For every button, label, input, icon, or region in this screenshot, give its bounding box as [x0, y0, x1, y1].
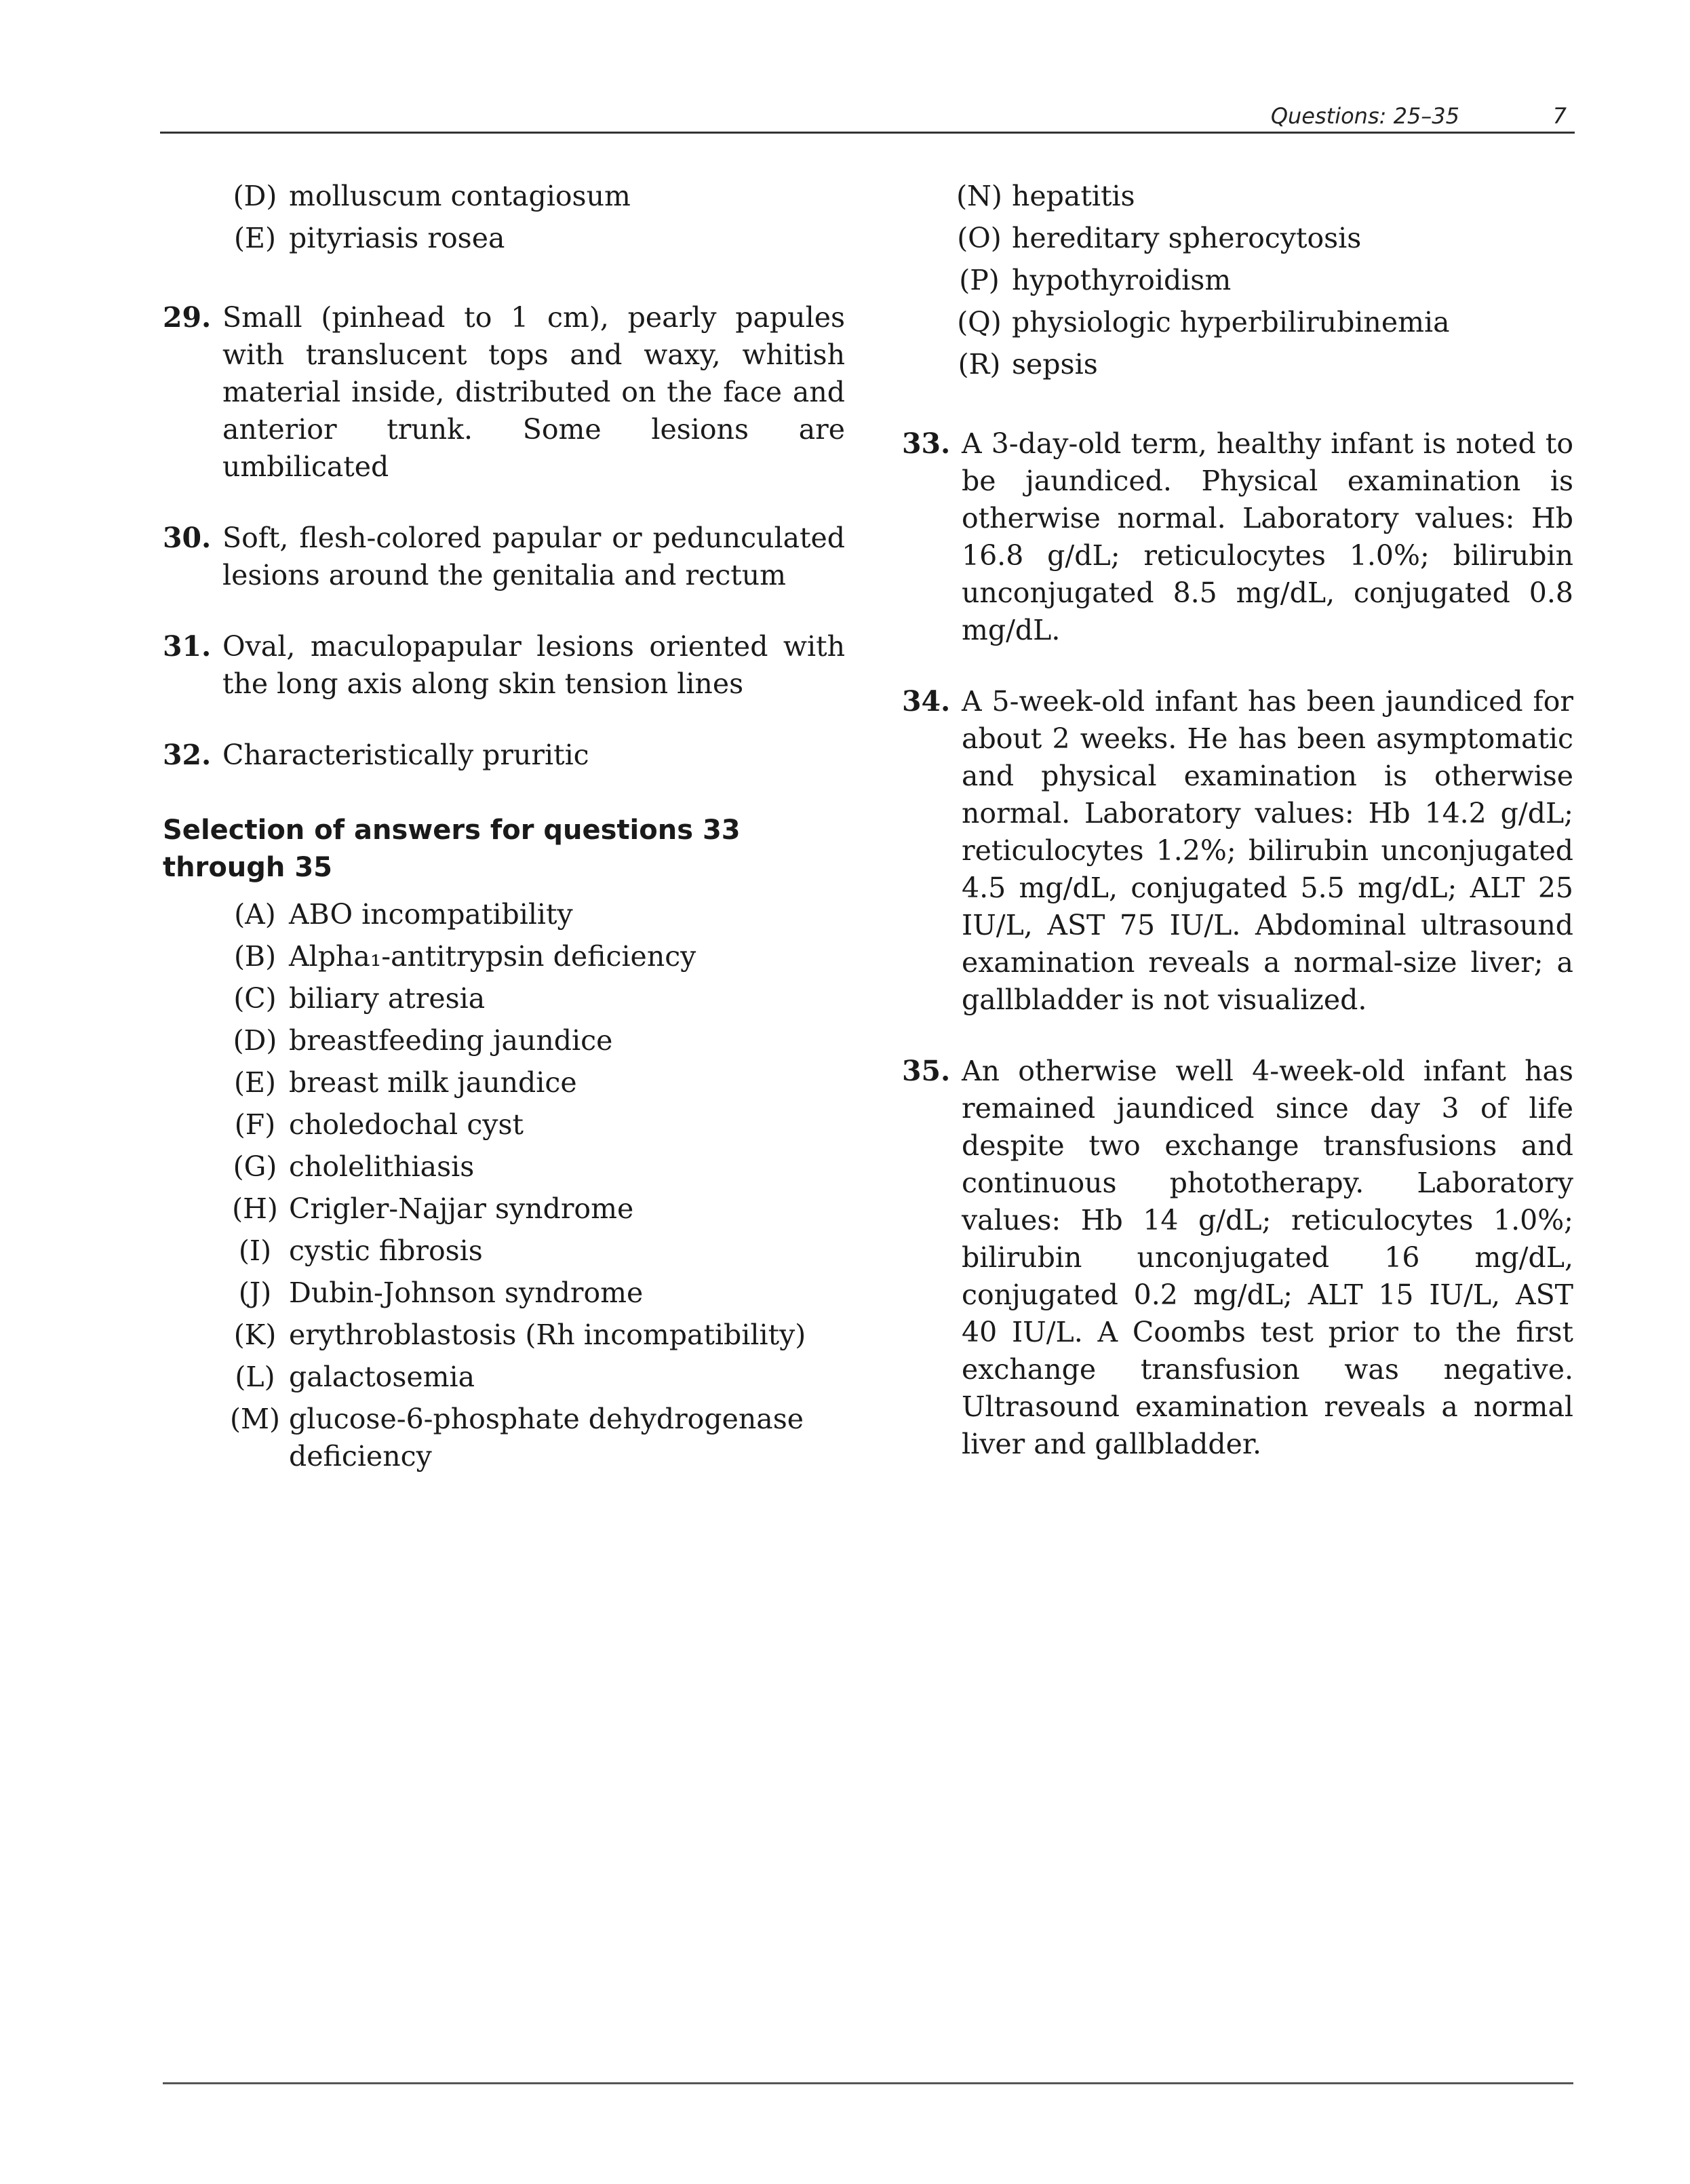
question-32: [163, 737, 845, 774]
option-letter: (C): [233, 982, 277, 1015]
option-text: sepsis: [1012, 348, 1098, 381]
option-letter: (I): [238, 1234, 272, 1267]
option-item: [221, 220, 845, 257]
option-text: breast milk jaundice: [289, 1066, 577, 1099]
section-heading: Selection of answers for questions 33 through 35: [163, 815, 741, 883]
question-text: Characteristically pruritic: [222, 739, 589, 771]
option-letter: (Q): [957, 306, 1002, 338]
question-text: Soft, flesh-colored papular or pedunculated lesions around the genitalia and rectum: [222, 522, 845, 591]
option-letter: (N): [956, 180, 1002, 212]
option-text: ABO incompatibility: [289, 898, 573, 931]
option-text: choledochal cyst: [289, 1108, 524, 1141]
footer-rule: [163, 2082, 1573, 2084]
question-number: 34.: [902, 685, 951, 718]
option-letter: (P): [959, 264, 1000, 296]
option-letter: (L): [235, 1361, 275, 1393]
option-item: [221, 938, 845, 975]
option-text: Crigler-Najjar syndrome: [289, 1192, 634, 1225]
answer-options-n-r: [947, 178, 1573, 383]
option-item: [221, 1064, 845, 1101]
option-letter: (A): [234, 898, 276, 931]
option-text: molluscum contagiosum: [289, 180, 631, 212]
option-item: [221, 178, 845, 215]
question-text: An otherwise well 4-week-old infant has remained jaundiced since day 3 of life despite two exchange transfusions and continuous phototherapy. Laboratory values: Hb 14 g/dL; reticulocytes 1.0%; bilirubin unconjugated 16 mg/dL, conjugated 0.2 mg/dL; ALT 15 IU/L, AST 40 IU/L. A Coombs test prior to the first exchange transfusion was negative. Ultrasound examination reveals a normal liver and gallbladder.: [962, 1055, 1573, 1460]
option-text: biliary atresia: [289, 982, 486, 1015]
left-column: [163, 178, 845, 1480]
option-item: [221, 980, 845, 1017]
question-number: 29.: [163, 301, 212, 334]
running-title: Questions: 25–35: [1270, 103, 1459, 129]
option-item: [221, 1232, 845, 1270]
continued-options: [221, 178, 845, 257]
question-35: [902, 1053, 1573, 1463]
answer-options-a-m: [221, 896, 845, 1475]
option-letter: (B): [233, 940, 277, 973]
option-letter: (G): [233, 1150, 277, 1183]
option-letter: (H): [232, 1192, 278, 1225]
option-item: [221, 1359, 845, 1396]
option-item: [221, 1401, 845, 1475]
question-29: [163, 299, 845, 486]
option-item: [221, 896, 845, 933]
question-30: [163, 520, 845, 594]
option-item: [221, 1022, 845, 1059]
option-text: pityriasis rosea: [289, 222, 505, 254]
question-number: 33.: [902, 427, 951, 460]
option-text: hepatitis: [1012, 180, 1135, 212]
option-item: [947, 178, 1573, 215]
option-item: [221, 1274, 845, 1312]
question-31: [163, 628, 845, 703]
option-text: erythroblastosis (Rh incompatibility): [289, 1319, 806, 1351]
option-letter: (J): [238, 1276, 272, 1309]
right-column: [902, 178, 1573, 1463]
option-text: cholelithiasis: [289, 1150, 475, 1183]
option-text: Dubin-Johnson syndrome: [289, 1276, 644, 1309]
running-head: [160, 100, 1575, 134]
option-item: [947, 220, 1573, 257]
option-letter: (D): [233, 1024, 277, 1057]
option-item: [221, 1317, 845, 1354]
option-letter: (D): [233, 180, 277, 212]
option-text: glucose-6-phosphate dehydrogenase deficiency: [289, 1403, 804, 1473]
question-33: [902, 425, 1573, 649]
question-34: [902, 683, 1573, 1019]
option-item: [221, 1148, 845, 1186]
question-number: 35.: [902, 1055, 951, 1087]
question-number: 31.: [163, 630, 212, 663]
option-letter: (R): [958, 348, 1001, 381]
option-item: [947, 262, 1573, 299]
question-number: 32.: [163, 739, 212, 771]
question-number: 30.: [163, 522, 212, 554]
option-text: Alpha₁-antitrypsin deficiency: [289, 940, 696, 973]
question-text: A 5-week-old infant has been jaundiced for about 2 weeks. He has been asymptomatic and physical examination is otherwise normal. Laboratory values: Hb 14.2 g/dL; reticulocytes 1.2%; bilirubin unconjugated 4.5 mg/dL, conjugated 5.5 mg/dL; ALT 25 IU/L, AST 75 IU/L. Abdominal ultrasound examination reveals a normal-size liver; a gallbladder is not visualized.: [962, 685, 1573, 1016]
question-text: Oval, maculopapular lesions oriented with the long axis along skin tension lines: [222, 630, 845, 700]
question-text: Small (pinhead to 1 cm), pearly papules with translucent tops and waxy, whitish material inside, distributed on the face and anterior trunk. Some lesions are umbilicated: [222, 301, 845, 483]
option-letter: (M): [230, 1403, 280, 1435]
option-item: [947, 346, 1573, 383]
option-text: physiologic hyperbilirubinemia: [1012, 306, 1450, 338]
option-item: [947, 304, 1573, 341]
question-text: A 3-day-old term, healthy infant is noted to be jaundiced. Physical examination is otherwise normal. Laboratory values: Hb 16.8 g/dL; reticulocytes 1.0%; bilirubin unconjugated 8.5 mg/dL, conjugated 0.8 mg/dL.: [962, 427, 1573, 646]
page-number: 7: [1552, 103, 1567, 129]
option-letter: (E): [234, 1066, 276, 1099]
option-text: galactosemia: [289, 1361, 475, 1393]
option-item: [221, 1190, 845, 1228]
option-text: cystic fibrosis: [289, 1234, 483, 1267]
option-letter: (K): [233, 1319, 277, 1351]
option-letter: (F): [234, 1108, 276, 1141]
option-text: breastfeeding jaundice: [289, 1024, 613, 1057]
option-text: hereditary spherocytosis: [1012, 222, 1362, 254]
option-letter: (O): [957, 222, 1002, 254]
option-letter: (E): [234, 222, 276, 254]
option-item: [221, 1106, 845, 1144]
option-text: hypothyroidism: [1012, 264, 1232, 296]
